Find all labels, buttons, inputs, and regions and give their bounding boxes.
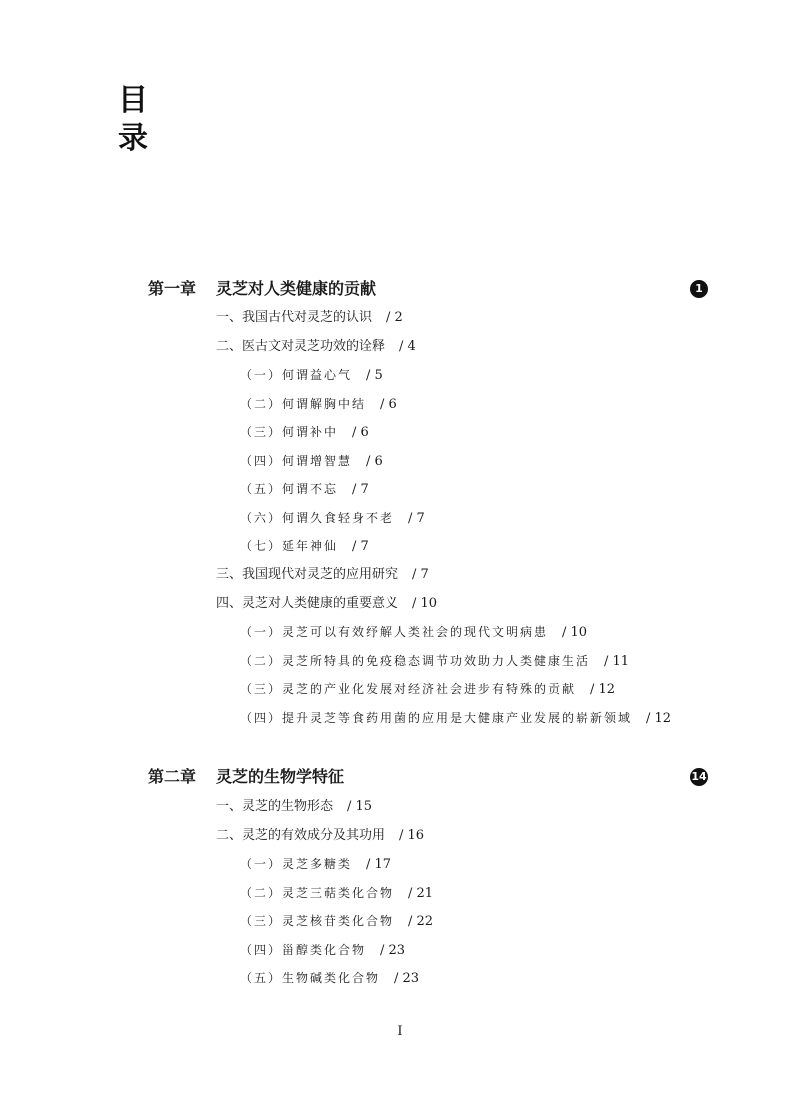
chapter-title: 灵芝的生物学特征 xyxy=(216,767,345,786)
toc-subentry[interactable] xyxy=(240,939,405,961)
entry-text: （一）何谓益心气 xyxy=(240,368,353,382)
toc-subentry[interactable] xyxy=(240,882,433,904)
toc-subentry[interactable] xyxy=(240,478,369,500)
entry-text: （四）提升灵芝等食药用菌的应用是大健康产业发展的崭新领域 xyxy=(240,711,633,725)
toc-entry[interactable] xyxy=(216,593,437,615)
entry-text: （三）何谓补中 xyxy=(240,425,339,439)
entry-page: / 5 xyxy=(366,368,383,383)
entry-page: / 4 xyxy=(399,339,416,354)
entry-page: / 7 xyxy=(408,511,425,526)
entry-text: 四、灵芝对人类健康的重要意义 xyxy=(216,596,399,611)
toc-heading-char-2: 录 xyxy=(118,121,148,156)
toc-subentry[interactable] xyxy=(240,364,383,386)
entry-text: （一）灵芝可以有效纾解人类社会的现代文明病患 xyxy=(240,625,549,639)
entry-page: / 6 xyxy=(352,425,369,440)
chapter-label: 第二章 xyxy=(148,767,197,786)
chapter-page-badge: 1 xyxy=(690,280,708,298)
entry-text: （二）灵芝三萜类化合物 xyxy=(240,886,395,900)
entry-page: / 6 xyxy=(380,397,397,412)
entry-page: / 7 xyxy=(352,539,369,554)
chapter-title: 灵芝对人类健康的贡献 xyxy=(216,279,377,298)
entry-text: （五）何谓不忘 xyxy=(240,482,339,496)
toc-subentry[interactable] xyxy=(240,967,419,989)
toc-subentry[interactable] xyxy=(240,707,671,729)
entry-page: / 2 xyxy=(386,310,403,325)
entry-page: / 21 xyxy=(408,886,434,901)
entry-text: 一、灵芝的生物形态 xyxy=(216,799,334,814)
entry-text: （四）甾醇类化合物 xyxy=(240,943,367,957)
toc-subentry[interactable] xyxy=(240,650,629,672)
chapter-page-badge: 14 xyxy=(690,768,708,786)
entry-page: / 7 xyxy=(412,567,429,582)
entry-text: （二）灵芝所特具的免疫稳态调节功效助力人类健康生活 xyxy=(240,654,591,668)
toc-subentry[interactable] xyxy=(240,421,369,443)
entry-text: 二、医古文对灵芝功效的诠释 xyxy=(216,339,386,354)
entry-page: / 10 xyxy=(412,596,438,611)
toc-subentry[interactable] xyxy=(240,393,397,415)
toc-entry[interactable] xyxy=(216,825,424,847)
entry-page: / 22 xyxy=(408,914,434,929)
toc-entry[interactable] xyxy=(216,796,372,818)
entry-text: （六）何谓久食轻身不老 xyxy=(240,511,395,525)
toc-subentry[interactable] xyxy=(240,853,391,875)
toc-subentry[interactable] xyxy=(240,507,425,529)
entry-page: / 7 xyxy=(352,482,369,497)
entry-text: （五）生物碱类化合物 xyxy=(240,971,381,985)
toc-subentry[interactable] xyxy=(240,450,383,472)
entry-page: / 12 xyxy=(590,682,616,697)
entry-text: （三）灵芝核苷类化合物 xyxy=(240,914,395,928)
toc-subentry[interactable] xyxy=(240,621,587,643)
entry-text: （七）延年神仙 xyxy=(240,539,339,553)
entry-page: / 23 xyxy=(394,971,420,986)
entry-text: （四）何谓增智慧 xyxy=(240,454,353,468)
chapter-1-heading[interactable] xyxy=(148,277,708,301)
toc-entry[interactable] xyxy=(216,307,403,329)
entry-page: / 10 xyxy=(562,625,588,640)
entry-text: 二、灵芝的有效成分及其功用 xyxy=(216,828,386,843)
toc-subentry[interactable] xyxy=(240,535,369,557)
chapter-2-heading[interactable] xyxy=(148,765,708,789)
entry-page: / 16 xyxy=(399,828,425,843)
entry-page: / 6 xyxy=(366,454,383,469)
entry-page: / 11 xyxy=(604,654,630,669)
toc-subentry[interactable] xyxy=(240,910,433,932)
entry-text: （二）何谓解胸中结 xyxy=(240,397,367,411)
toc-heading xyxy=(118,82,158,158)
toc-subentry[interactable] xyxy=(240,678,615,700)
entry-text: （三）灵芝的产业化发展对经济社会进步有特殊的贡献 xyxy=(240,682,577,696)
chapter-label: 第一章 xyxy=(148,279,197,298)
toc-entry[interactable] xyxy=(216,336,416,358)
page-number: I xyxy=(397,1024,403,1039)
entry-text: 一、我国古代对灵芝的认识 xyxy=(216,310,373,325)
toc-entry[interactable] xyxy=(216,564,429,586)
entry-text: （一）灵芝多糖类 xyxy=(240,857,353,871)
entry-page: / 17 xyxy=(366,857,392,872)
entry-page: / 12 xyxy=(646,711,672,726)
toc-heading-char-1: 目 xyxy=(118,83,148,118)
entry-text: 三、我国现代对灵芝的应用研究 xyxy=(216,567,399,582)
entry-page: / 23 xyxy=(380,943,406,958)
entry-page: / 15 xyxy=(347,799,373,814)
